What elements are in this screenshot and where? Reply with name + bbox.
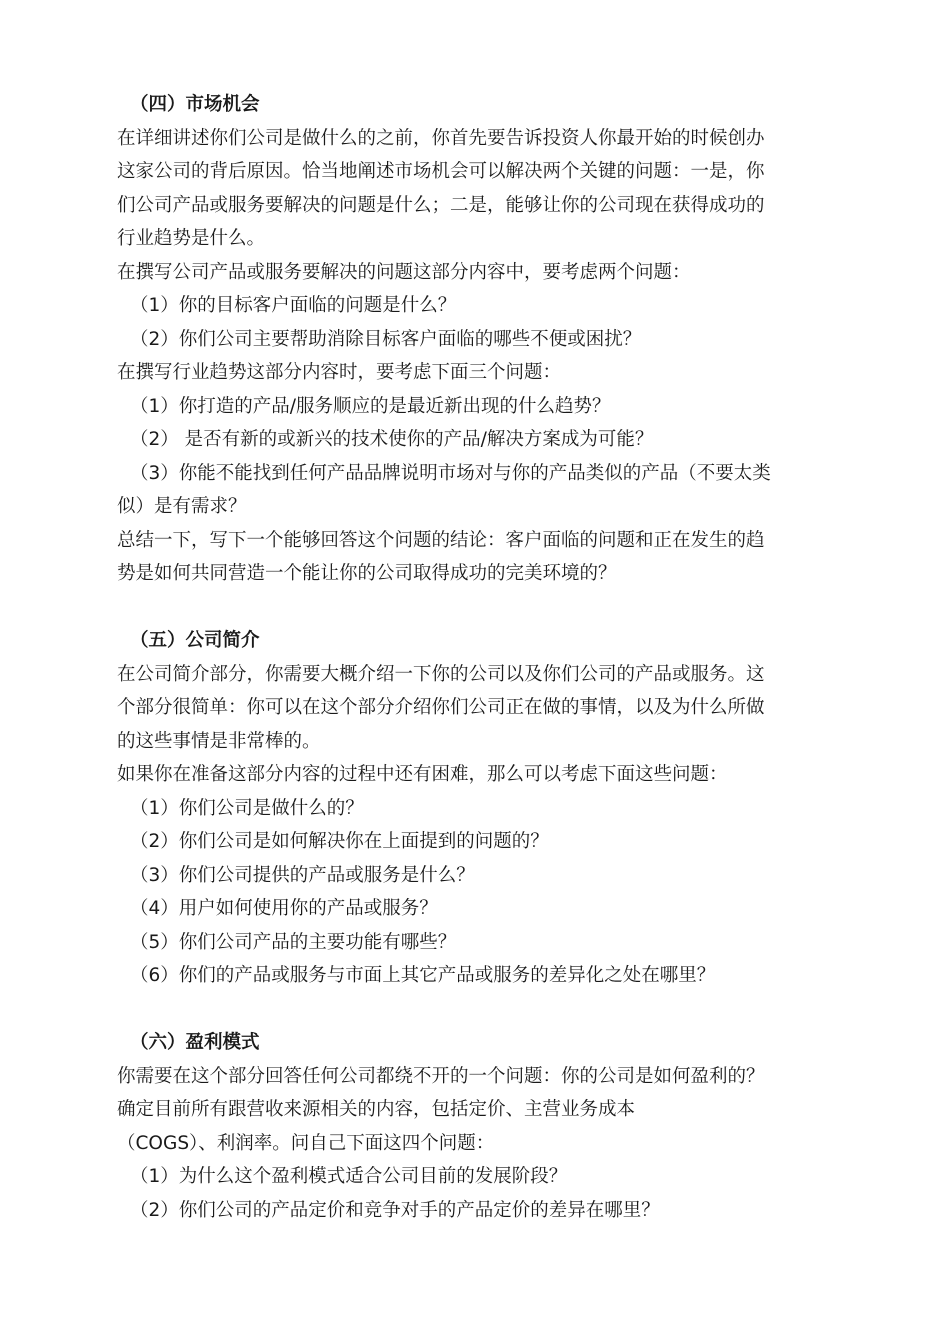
paragraph-line: 你需要在这个部分回答任何公司都绕不开的一个问题：你的公司是如何盈利的？	[117, 1065, 765, 1087]
paragraph-line: 个部分很简单：你可以在这个部分介绍你们公司正在做的事情，以及为什么所做	[117, 697, 765, 718]
list-item: （1）你打造的产品/服务顺应的是最近新出现的什么趋势？	[130, 395, 611, 417]
paragraph-line: 势是如何共同营造一个能让你的公司取得成功的完美环境的？	[117, 563, 617, 584]
section-heading: （五）公司简介	[130, 630, 260, 651]
section-heading: （六）盈利模式	[130, 1032, 260, 1053]
list-item: （1）为什么这个盈利模式适合公司目前的发展阶段？	[130, 1166, 568, 1187]
list-item: （1）你的目标客户面临的问题是什么？	[130, 295, 457, 316]
list-item: （2）你们公司的产品定价和竞争对手的产品定价的差异在哪里？	[130, 1199, 660, 1221]
paragraph-line: （COGS）、利润率。问自己下面这四个问题：	[117, 1132, 495, 1154]
list-item: （2）你们公司主要帮助消除目标客户面临的哪些不便或困扰？	[130, 328, 642, 350]
list-item: （6）你们的产品或服务与市面上其它产品或服务的差异化之处在哪里？	[130, 965, 716, 986]
paragraph-line: 行业趋势是什么。	[117, 228, 266, 249]
list-item: （3）你能不能找到任何产品品牌说明市场对与你的产品类似的产品（不要太类	[130, 462, 771, 484]
paragraph-line: 们公司产品或服务要解决的问题是什么；二是，能够让你的公司现在获得成功的	[117, 194, 765, 216]
paragraph-line: 确定目前所有跟营收来源相关的内容，包括定价、主营业务成本	[117, 1099, 636, 1120]
paragraph-line: 在详细讲述你们公司是做什么的之前，你首先要告诉投资人你最开始的时候创办	[117, 127, 765, 149]
paragraph-line: 这家公司的背后原因。恰当地阐述市场机会可以解决两个关键的问题：一是，你	[117, 161, 765, 182]
paragraph-line: 似）是有需求？	[117, 496, 247, 517]
list-item: （3）你们公司提供的产品或服务是什么？	[130, 864, 475, 886]
list-item: （2） 是否有新的或新兴的技术使你的产品/解决方案成为可能？	[130, 429, 654, 450]
paragraph-line: 在公司简介部分，你需要大概介绍一下你的公司以及你们公司的产品或服务。这	[117, 663, 765, 685]
list-item: （5）你们公司产品的主要功能有哪些？	[130, 931, 457, 953]
list-item: （4）用户如何使用你的产品或服务？	[130, 898, 438, 919]
list-item: （1）你们公司是做什么的？	[130, 797, 364, 819]
list-item: （2）你们公司是如何解决你在上面提到的问题的？	[130, 831, 549, 852]
paragraph-line: 总结一下，写下一个能够回答这个问题的结论：客户面临的问题和正在发生的趋	[117, 529, 765, 551]
paragraph-line: 如果你在准备这部分内容的过程中还有困难，那么可以考虑下面这些问题：	[117, 764, 728, 785]
paragraph-line: 在撰写行业趋势这部分内容时，要考虑下面三个问题：	[117, 362, 562, 383]
section-heading: （四）市场机会	[130, 94, 260, 115]
paragraph-line: 在撰写公司产品或服务要解决的问题这部分内容中，要考虑两个问题：	[117, 261, 691, 283]
paragraph-line: 的这些事情是非常棒的。	[117, 730, 321, 752]
